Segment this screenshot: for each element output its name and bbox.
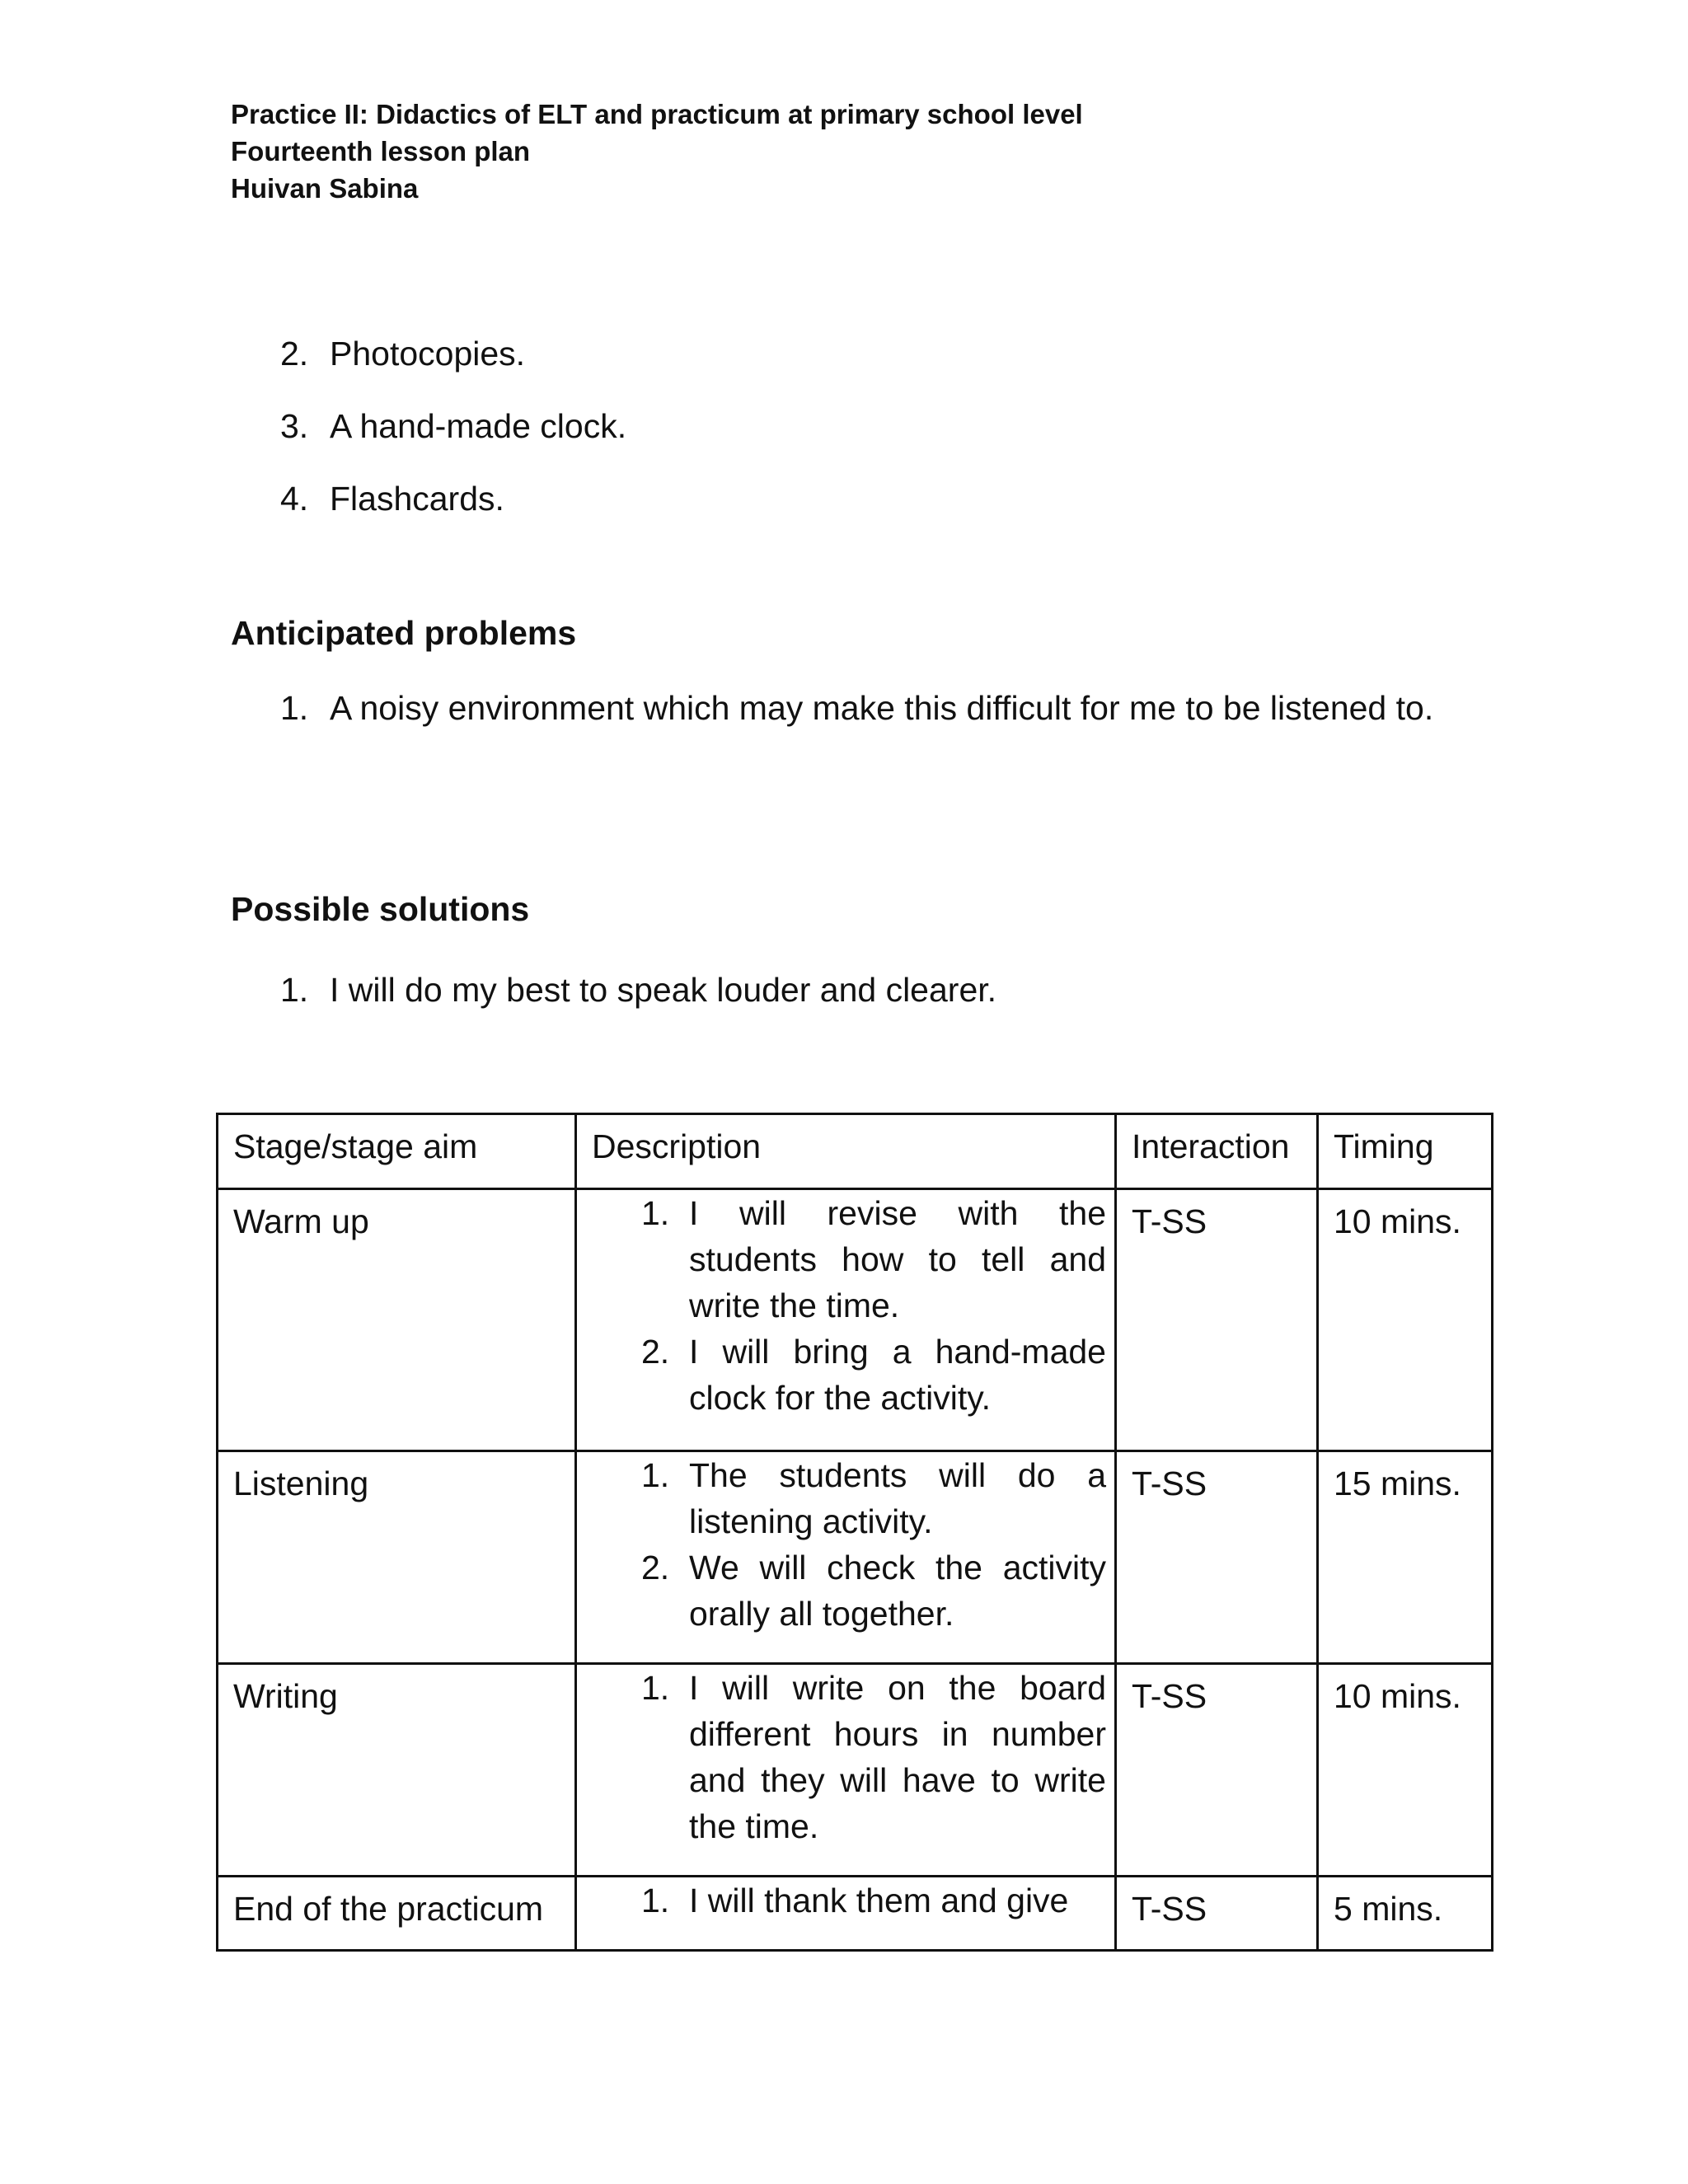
- header-lesson-plan: Fourteenth lesson plan: [231, 136, 531, 166]
- table-cell-interaction: [1116, 1189, 1318, 1451]
- list-item-number: 1.: [641, 1194, 670, 1232]
- interaction-text: T-SS: [1132, 1677, 1207, 1715]
- list-item-number: 2.: [280, 335, 309, 373]
- table-header-row: [218, 1114, 1493, 1189]
- timing-text: 5 mins.: [1334, 1890, 1443, 1928]
- list-item-text: Photocopies.: [330, 335, 526, 373]
- list-item: [641, 1329, 1106, 1421]
- table-row: [218, 1877, 1493, 1951]
- list-item-text: A hand-made clock.: [330, 407, 627, 445]
- list-item: [641, 1190, 1106, 1329]
- description-list: [577, 1452, 1114, 1637]
- table-cell-description: [576, 1189, 1116, 1451]
- list-item-text: We will check the activity orally all together.: [689, 1549, 1106, 1633]
- list-item: [280, 390, 626, 462]
- timing-text: 10 mins.: [1334, 1202, 1461, 1240]
- page-header: [231, 96, 1083, 207]
- possible-solutions-heading: Possible solutions: [231, 890, 530, 928]
- stage-text: Listening: [233, 1465, 369, 1502]
- list-item-number: 1.: [641, 1669, 670, 1707]
- table-cell-timing: [1318, 1877, 1493, 1951]
- list-item-text: I will write on the board different hours in number and they will have to write the time.: [689, 1669, 1106, 1845]
- timing-text: 15 mins.: [1334, 1465, 1461, 1502]
- list-item: [641, 1665, 1106, 1849]
- table-cell-timing: [1318, 1451, 1493, 1664]
- description-list: [577, 1190, 1114, 1421]
- interaction-text: T-SS: [1132, 1890, 1207, 1928]
- list-item-text: I will revise with the students how to tell and write the time.: [689, 1194, 1106, 1324]
- lesson-plan-table: [216, 1113, 1493, 1952]
- table-row: [218, 1189, 1493, 1451]
- table-header-cell: [576, 1114, 1116, 1189]
- table-row: [218, 1664, 1493, 1877]
- table-cell-timing: [1318, 1189, 1493, 1451]
- list-item-text: I will do my best to speak louder and clearer.: [330, 971, 997, 1009]
- list-item-number: 1.: [641, 1882, 670, 1919]
- column-header-interaction: Interaction: [1132, 1127, 1290, 1165]
- table-header-cell: [1318, 1114, 1493, 1189]
- list-item: [280, 966, 1434, 1014]
- list-item-text: The students will do a listening activity.: [689, 1456, 1106, 1540]
- table-header-cell: [1116, 1114, 1318, 1189]
- interaction-text: T-SS: [1132, 1202, 1207, 1240]
- list-item-number: 2.: [641, 1333, 670, 1371]
- list-item-text: A noisy environment which may make this difficult for me to be listened to.: [330, 689, 1434, 727]
- table-cell-description: [576, 1877, 1116, 1951]
- materials-list: [280, 317, 626, 535]
- list-item-number: 1.: [641, 1456, 670, 1494]
- timing-text: 10 mins.: [1334, 1677, 1461, 1715]
- list-item-number: 1.: [280, 971, 309, 1009]
- header-author: Huivan Sabina: [231, 173, 419, 204]
- list-item: [641, 1877, 1106, 1924]
- table-cell-interaction: [1116, 1451, 1318, 1664]
- list-item-number: 1.: [280, 689, 309, 727]
- possible-solutions-list: [280, 966, 1434, 1014]
- column-header-stage: Stage/stage aim: [233, 1127, 478, 1165]
- list-item-number: 4.: [280, 480, 309, 518]
- table-cell-stage: [218, 1877, 576, 1951]
- list-item-text: I will bring a hand-made clock for the activity.: [689, 1333, 1106, 1417]
- table-cell-description: [576, 1664, 1116, 1877]
- table-cell-stage: [218, 1664, 576, 1877]
- description-list: [577, 1665, 1114, 1849]
- header-course-title: Practice II: Didactics of ELT and practicum at primary school level: [231, 99, 1083, 129]
- list-item: [280, 462, 626, 535]
- interaction-text: T-SS: [1132, 1465, 1207, 1502]
- description-list: [577, 1877, 1114, 1924]
- table-cell-timing: [1318, 1664, 1493, 1877]
- anticipated-problems-list: [280, 684, 1434, 732]
- anticipated-problems-heading: Anticipated problems: [231, 614, 577, 652]
- list-item: [280, 684, 1434, 732]
- table-cell-stage: [218, 1451, 576, 1664]
- stage-text: Writing: [233, 1677, 338, 1715]
- stage-text: End of the practicum: [233, 1890, 544, 1928]
- table-header-cell: [218, 1114, 576, 1189]
- table-cell-stage: [218, 1189, 576, 1451]
- table-cell-interaction: [1116, 1877, 1318, 1951]
- list-item: [280, 317, 626, 390]
- column-header-description: Description: [592, 1127, 762, 1165]
- list-item-number: 3.: [280, 407, 309, 445]
- list-item-number: 2.: [641, 1549, 670, 1586]
- table-row: [218, 1451, 1493, 1664]
- list-item: [641, 1544, 1106, 1637]
- list-item-text: I will thank them and give: [689, 1882, 1069, 1919]
- column-header-timing: Timing: [1334, 1127, 1434, 1165]
- table-cell-interaction: [1116, 1664, 1318, 1877]
- list-item: [641, 1452, 1106, 1544]
- table-cell-description: [576, 1451, 1116, 1664]
- stage-text: Warm up: [233, 1202, 369, 1240]
- list-item-text: Flashcards.: [330, 480, 504, 518]
